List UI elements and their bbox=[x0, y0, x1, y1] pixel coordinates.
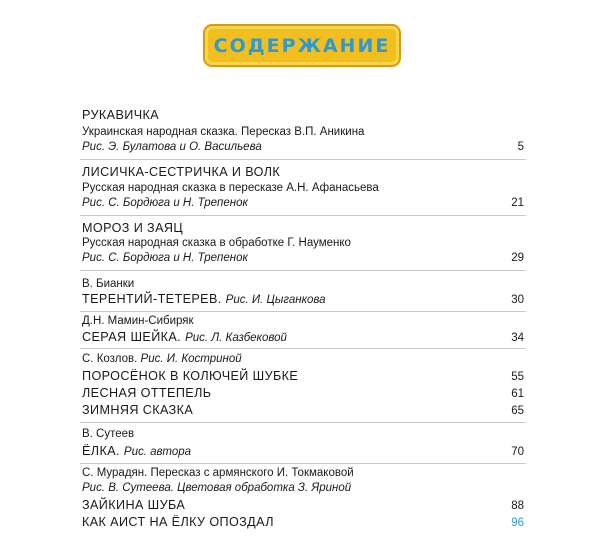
illustrator-credit: Рис. автора bbox=[123, 446, 192, 458]
illustrator-credit: Рис. С. Бордюга и Н. Трепенок bbox=[82, 252, 248, 264]
author-name: В. Бианки bbox=[82, 278, 135, 290]
toc-entry[interactable] bbox=[82, 196, 524, 211]
section-divider bbox=[80, 270, 526, 271]
toc-entry[interactable] bbox=[82, 403, 524, 419]
story-note: Украинская народная сказка. Пересказ В.П. Аникина bbox=[82, 126, 365, 138]
dot-leader bbox=[301, 370, 501, 380]
story-title: СЕРАЯ ШЕЙКА. bbox=[82, 330, 182, 344]
page-number: 30 bbox=[511, 294, 524, 306]
page-number: 21 bbox=[511, 197, 524, 209]
illustrator-credit: Рис. В. Сутеева. Цветовая обработка З. Яриной bbox=[82, 482, 352, 494]
contents-title: СОДЕРЖАНИЕ bbox=[213, 34, 391, 57]
page-number: 70 bbox=[511, 446, 524, 458]
page-number: 65 bbox=[511, 405, 524, 417]
page-number: 96 bbox=[511, 517, 524, 529]
dot-leader bbox=[277, 516, 501, 526]
illustrator-credit: Рис. Э. Булатова и О. Васильева bbox=[82, 141, 262, 153]
story-title: ЗАЙКИНА ШУБА bbox=[82, 498, 186, 512]
illustrator-credit: Рис. И. Костриной bbox=[140, 353, 242, 365]
dot-leader bbox=[251, 251, 501, 261]
section-divider bbox=[80, 311, 526, 312]
toc-entry[interactable] bbox=[82, 386, 524, 402]
page-number: 5 bbox=[517, 141, 524, 153]
toc-entry[interactable] bbox=[82, 444, 524, 460]
illustrator-credit: Рис. Л. Казбековой bbox=[185, 332, 287, 344]
dot-leader bbox=[194, 445, 501, 455]
dot-leader bbox=[290, 331, 501, 341]
page-number: 88 bbox=[511, 500, 524, 512]
toc-entry[interactable] bbox=[82, 369, 524, 385]
story-title: ЗИМНЯЯ СКАЗКА bbox=[82, 403, 194, 417]
author-line bbox=[82, 352, 242, 367]
page-number: 34 bbox=[511, 332, 524, 344]
story-title: ТЕРЕНТИЙ-ТЕТЕРЕВ. bbox=[82, 292, 222, 306]
page-number: 55 bbox=[511, 371, 524, 383]
story-title: ЛЕСНАЯ ОТТЕПЕЛЬ bbox=[82, 386, 212, 400]
toc-entry[interactable] bbox=[82, 292, 524, 308]
story-title: РУКАВИЧКА bbox=[82, 108, 160, 122]
story-title: МОРОЗ И ЗАЯЦ bbox=[82, 221, 184, 235]
page-number: 61 bbox=[511, 388, 524, 400]
dot-leader bbox=[265, 140, 501, 150]
toc-entry[interactable] bbox=[82, 251, 524, 266]
story-title: КАК АИСТ НА ЁЛКУ ОПОЗДАЛ bbox=[82, 515, 274, 529]
story-title: ПОРОСЁНОК В КОЛЮЧЕЙ ШУБКЕ bbox=[82, 369, 299, 383]
dot-leader bbox=[251, 196, 501, 206]
dot-leader bbox=[188, 499, 501, 509]
story-note: Русская народная сказка в обработке Г. Науменко bbox=[82, 237, 351, 249]
author-name: В. Сутеев bbox=[82, 428, 135, 440]
author-name: Д.Н. Мамин-Сибиряк bbox=[82, 315, 194, 327]
toc-entry[interactable] bbox=[82, 140, 524, 155]
section-divider bbox=[80, 215, 526, 216]
story-title: ЛИСИЧКА-СЕСТРИЧКА И ВОЛК bbox=[82, 165, 281, 179]
dot-leader bbox=[214, 387, 501, 397]
author-name: С. Мурадян. Пересказ с армянского И. Токмаковой bbox=[82, 467, 354, 479]
toc-entry[interactable] bbox=[82, 498, 524, 514]
toc-entry[interactable] bbox=[82, 330, 524, 346]
page-number: 29 bbox=[511, 252, 524, 264]
illustrator-credit: Рис. С. Бордюга и Н. Трепенок bbox=[82, 197, 248, 209]
story-title: ЁЛКА. bbox=[82, 444, 120, 458]
dot-leader bbox=[329, 293, 501, 303]
illustrator-credit: Рис. И. Цыганкова bbox=[225, 294, 326, 306]
section-divider bbox=[80, 422, 526, 423]
story-note: Русская народная сказка в пересказе А.Н. Афанасьева bbox=[82, 182, 379, 194]
section-divider bbox=[80, 159, 526, 160]
section-divider bbox=[80, 463, 526, 464]
author-name: С. Козлов. bbox=[82, 353, 138, 365]
toc-entry[interactable] bbox=[82, 515, 524, 531]
dot-leader bbox=[196, 404, 501, 414]
section-divider bbox=[80, 348, 526, 349]
